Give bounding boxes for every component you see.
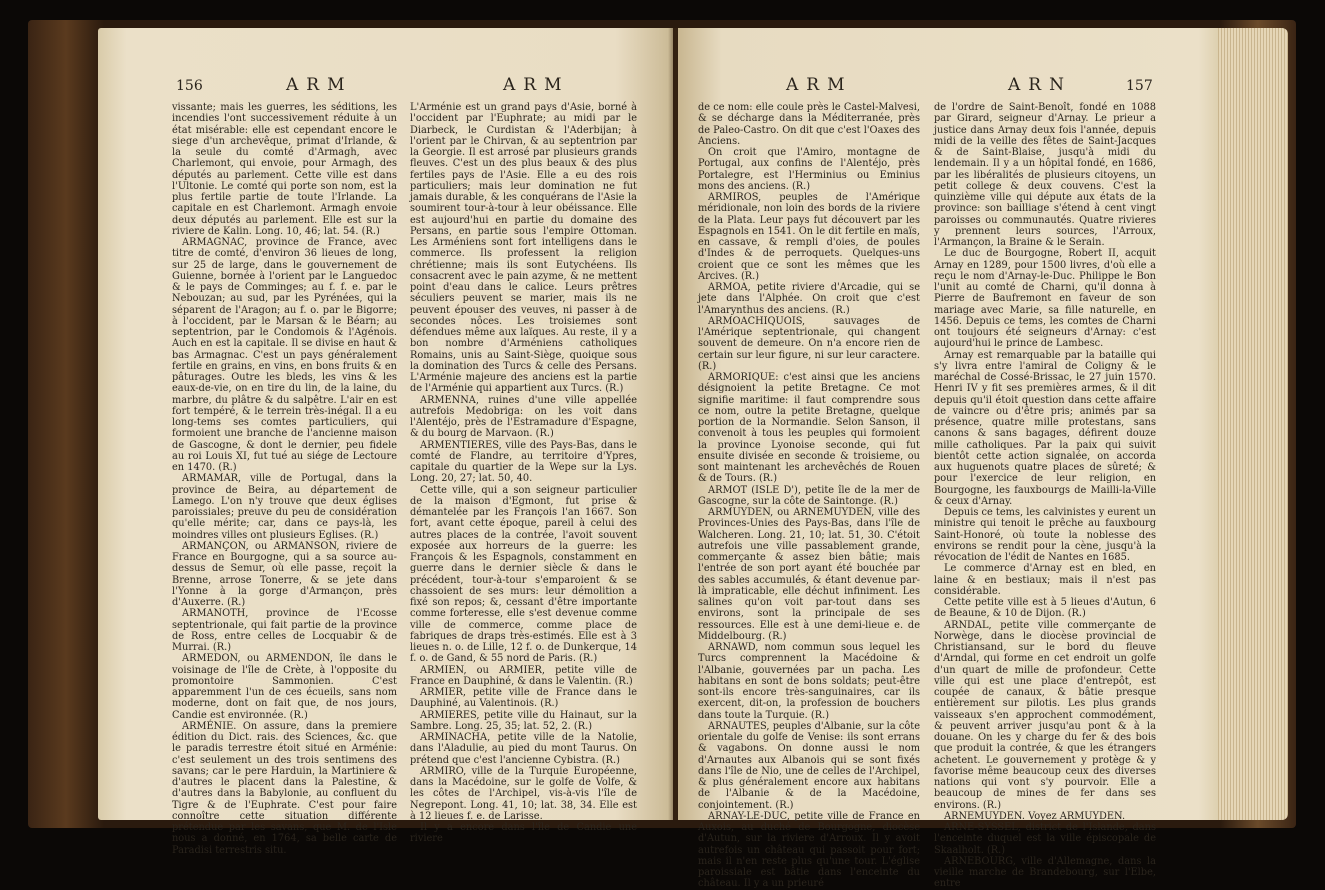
- entry-paragraph: Le commerce d'Arnay est en bled, en laine & en bestiaux; mais il n'est pas considérable.: [934, 563, 1156, 597]
- running-header-right-col2: ARN: [1008, 75, 1072, 95]
- entry-paragraph: ARNAUTES, peuples d'Albanie, sur la côte orientale du golfe de Venise: ils sont errans & vagabons. On donne aussi le nom d'Arnautes aux Albanois qui se sont fixés dans l'île de Nio, une de celles de l'Archipel, & plus généralement encore aux habitans de l'Albanie & de la Macédoine, conjointement. (R.): [698, 720, 920, 811]
- running-header-left-col2: ARM: [503, 75, 570, 95]
- entry-paragraph: On croit que l'Amiro, montagne de Portugal, aux confins de l'Alentéjo, près Portalegre, est l'Herminius ou Eminius mons des anciens. (R.): [698, 147, 920, 192]
- entry-paragraph: de l'ordre de Saint-Benoît, fondé en 1088 par Girard, seigneur d'Arnay. Le prieur a justice dans Arnay deux fois l'année, depuis midi de la veille des fêtes de Saint-Jacques & de Saint-Blaise, jusqu'à midi du lendemain. Il y a un hôpital fondé, en 1686, par les libéralités de plusieurs citoyens, un petit college & deux couvens. C'est la quinzième ville qui députe aux états de la province: son bailliage s'étend à cent vingt paroisses ou communautés. Quatre rivieres y prennent leurs sources, l'Arroux, l'Armançon, la Braine & le Serain.: [934, 102, 1156, 248]
- entry-paragraph: ARNDAL, petite ville commerçante de Norwège, dans le diocèse provincial de Christiansand, sur le bord du fleuve d'Arndal, qui forme en cet endroit un golfe d'un quart de mille de profondeur. Cette ville qui est une place d'entrepôt, est coupée de canaux, & bâtie presque entièrement sur pilotis. Les plus grands vaisseaux s'en approchent commodément, & peuvent arriver jusqu'au pont & à la douane. On les y charge du fer & des bois que produit la contrée, & que les étrangers achetent. Le gouvernement y protège & y favorise même beaucoup ceux des diverses nations qui vont s'y pourvoir. Elle a beaucoup de mines de fer dans ses environs. (R.): [934, 619, 1156, 811]
- right-page-column-1: [698, 102, 920, 890]
- entry-paragraph: Il y a encore dans l'île de Candie une riviere: [410, 822, 637, 845]
- right-page-column-2: [934, 102, 1156, 890]
- entry-paragraph: ARMÉNIE. On assure, dans la premiere édition du Dict. rais. des Sciences, &c. que le paradis terrestre étoit situé en Arménie: c'est seulement un des trois sentimens des savans; car le pere Harduin, la Martiniere & d'autres le placent dans la Palestine, & d'autres dans la Babylonie, au confluent du Tigre & de l'Euphrate. C'est pour faire connoître cette situation différente prétendue par les savans, que M. de l'Isle nous a donné, en 1764, sa belle carte de Paradisi terrestris situ.: [172, 720, 397, 856]
- entry-paragraph: vissante; mais les guerres, les séditions, les incendies l'ont successivement réduite à un état misérable: elle est cependant encore le siege d'un archevêque, primat d'Irlande, & la seule du comté d'Armagh, avec Charlemont, qui envoie, pour Armagh, des députés au parlement. Cette ville est dans l'Ultonie. Le comté qui porte son nom, est la plus fertile partie de toute l'Irlande. La capitale en est Charlemont. Armagh envoie deux députés au parlement. Elle est sur la riviere de Kalin. Long. 10, 46; lat. 54. (R.): [172, 102, 397, 237]
- entry-paragraph: ARMOACHIQUOIS, sauvages de l'Amérique septentrionale, qui changent souvent de demeure. On n'a encore rien de certain sur leur figure, ni sur leur caractere. (R.): [698, 315, 920, 372]
- entry-paragraph: ARMIERES, petite ville du Hainaut, sur la Sambre. Long. 25, 35; lat. 52, 2. (R.): [410, 709, 637, 732]
- entry-paragraph: ARMOA, petite riviere d'Arcadie, qui se jete dans l'Alphée. On croit que c'est l'Amarynthus des anciens. (R.): [698, 282, 920, 316]
- entry-paragraph: L'Arménie est un grand pays d'Asie, borné à l'occident par l'Euphrate; au midi par le Diarbeck, le Curdistan & l'Aderbijan; à l'orient par le Chirvan, & au septentrion par la Georgie. Il est arrosé par plusieurs grands fleuves. C'est un des plus beaux & des plus fertiles pays de l'Asie. Elle a eu des rois particuliers; mais leur domination ne fut jamais durable, & les conquérans de l'Asie la soumirent tour-à-tour à leur obéissance. Elle est aujourd'hui en partie du domaine des Persans, en partie sous l'empire Ottoman. Les Arméniens sont fort intelligens dans le commerce. Ils professent la religion chrétienne; mais ils sont Eutychéens. Ils consacrent avec le pain azyme, & ne mettent point d'eau dans le calice. Leurs prêtres séculiers peuvent se marier, mais ils ne peuvent épouser des veuves, ni passer à de secondes nôces. Les troisiemes sont défendues même aux laïques. Au reste, il y a bon nombre d'Arméniens catholiques Romains, unis au Saint-Siège, quoique sous la domination des Turcs & celle des Persans. L'Arménie majeure des anciens est la partie de l'Arménie qui appartient aux Turcs. (R.): [410, 102, 637, 395]
- entry-paragraph: ARMUYDEN, ou ARNEMUYDEN, ville des Provinces-Unies des Pays-Bas, dans l'île de Walcheren. Long. 21, 10; lat. 51, 30. C'étoit autrefois une ville passablement grande, commerçante & assez bien bâtie; mais l'entrée de son port ayant été bouchée par des sables accumulés, & étant devenue par-là impraticable, elle déchut infiniment. Les salines qu'on voit par-tout dans ses environs, sont la principale de ses ressources. Elle est à une demi-lieue e. de Middelbourg. (R.): [698, 507, 920, 642]
- running-header-left-col1: ARM: [286, 75, 353, 95]
- page-number-right: 157: [1126, 78, 1153, 94]
- entry-paragraph: ARMAMAR, ville de Portugal, dans la province de Beira, au département de Lamego. L'on n'y trouve que deux églises paroissiales; preuve du peu de considération qu'elle mérite; car, dans ce pays-là, les moindres villes ont plusieurs Eglises. (R.): [172, 473, 397, 541]
- page-number-left: 156: [176, 78, 203, 94]
- left-page-column-2: [410, 102, 637, 845]
- entry-paragraph: Arnay est remarquable par la bataille qui s'y livra entre l'amiral de Coligny & le maréchal de Cossé-Brissac, le 27 juin 1570. Henri IV y fit ses premières armes, & il dit depuis qu'il étoit question dans cette affaire de vaincre ou d'être pris; animés par sa présence, quatre mille protestans, sans canons & sans bagages, défirent douze mille catholiques. Par la paix qui suivit bientôt cette action signalée, on accorda aux huguenots quatre places de sûreté; & pour l'exercice de leur religion, en Bourgogne, les fauxbourgs de Mailli-la-Ville & ceux d'Arnay.: [934, 349, 1156, 507]
- entry-paragraph: Cette petite ville est à 5 lieues d'Autun, 6 de Beaune, & 10 de Dijon. (R.): [934, 597, 1156, 620]
- entry-paragraph: ARMANÇON, ou ARMANSON, riviere de France en Bourgogne, qui a sa source au-dessus de Semur, où elle passe, reçoit la Brenne, arrose Tonerre, & se jete dans l'Yonne à la gorge d'Armançon, près d'Auxerre. (R.): [172, 540, 397, 608]
- entry-paragraph: ARNEBOURG, ville d'Allemagne, dans la vieille marche de Brandebourg, sur l'Elbe, entre: [934, 855, 1156, 890]
- entry-paragraph: ARNAY-LE-DUC, petite ville de France en Auxois, au duché de Bourgogne, diocèse d'Autun, sur la riviere d'Arroux. Il y avoit autrefois un château qui passoit pour fort; mais il n'en reste plus qu'une tour. L'église paroissiale est bâtie dans l'enceinte du château. Il y a un prieuré: [698, 810, 920, 890]
- entry-paragraph: ARMIRO, ville de la Turquie Européenne, dans la Macédoine, sur le golfe de Volfe, & les côtes de l'Archipel, vis-à-vis l'île de Negrepont. Long. 41, 10; lat. 38, 34. Elle est à 12 lieues f. e. de Larisse.: [410, 765, 637, 822]
- entry-paragraph: de ce nom: elle coule près le Castel-Malvesi, & se décharge dans la Méditerranée, près de Paleo-Castro. On dit que c'est l'Oaxes des Anciens.: [698, 102, 920, 147]
- entry-paragraph: Le duc de Bourgogne, Robert II, acquit Arnay en 1289, pour 1500 livres, d'où elle a reçu le nom d'Arnay-le-Duc. Philippe le Bon l'unit au comté de Charni, qu'il donna à Pierre de Baufremont en faveur de son mariage avec Marie, sa fille naturelle, en 1456. Depuis ce tems, les comtes de Charni ont toujours été seigneurs d'Arnay: c'est aujourd'hui le prince de Lambesc.: [934, 248, 1156, 350]
- entry-paragraph: ARMEDON, ou ARMENDON, île dans le voisinage de l'île de Crète, à l'opposite du promontoire Sammonien. C'est apparemment l'un de ces écueils, sans nom moderne, dont on fait que, de nos jours, Candie est environnée. (R.): [172, 653, 397, 721]
- entry-paragraph: ARMIEN, ou ARMIER, petite ville de France en Dauphiné, & dans le Valentin. (R.): [410, 664, 637, 687]
- left-page: [98, 28, 673, 856]
- entry-paragraph: ARMAGNAC, province de France, avec titre de comté, d'environ 36 lieues de long, sur 25 de large, dans le gouvernement de Guienne, bornée à l'orient par le Languedoc & le pays de Comminges; au f. f. e. par le Nebouzan; au sud, par les Pyrénées, qui la séparent de l'Aragon; au f. o. par le Bigorre; à l'occident, par le Marsan & le Béarn; au septentrion, par le Condomois & l'Agénois. Auch en est la capitale. Il se divise en haut & bas Armagnac. C'est un pays généralement fertile en grains, en vins, en bons fruits & en pâturages. Outre les bleds, les vins & les eaux-de-vie, on en tire du lin, de la laine, du marbre, du plâtre & du salpêtre. L'air en est fort tempéré, & le terrein très-inégal. Il a eu long-tems ses comtes particuliers, qui formoient une branche de l'ancienne maison de Gascogne, & dont le dernier, peu fidele au roi Louis XI, fut tué au siége de Lectoure en 1470. (R.): [172, 237, 397, 473]
- right-page: [678, 28, 1226, 890]
- entry-paragraph: Depuis ce tems, les calvinistes y eurent un ministre qui tenoit le prêche au fauxbourg Saint-Honoré, où toute la noblesse des environs se rendit pour la cène, jusqu'à la révocation de l'édit de Nantes en 1685.: [934, 507, 1156, 563]
- running-header-right-col1: ARM: [786, 75, 853, 95]
- page-edges: [1218, 28, 1288, 820]
- entry-paragraph: ARNE-SYSSEL, district de l'Islande, dans l'enceinte duquel est la ville épiscopale de Skaalholt. (R.): [934, 822, 1156, 856]
- entry-paragraph: ARNEMUYDEN. Voyez ARMUYDEN.: [944, 810, 1126, 822]
- entry-paragraph: ARNAWD, nom commun sous lequel les Turcs comprennent la Macédoine & l'Albanie, gouvernées par un pacha. Les habitans en sont de bons soldats; peut-être sont-ils encore très-sanguinaires, car ils exercent, dit-on, la profession de bouchers dans toute la Turquie. (R.): [698, 642, 920, 721]
- entry-paragraph: ARMENTIERES, ville des Pays-Bas, dans le comté de Flandre, au territoire d'Ypres, capitale du quartier de la Wepe sur la Lys. Long. 20, 27; lat. 50, 40.: [410, 439, 637, 485]
- entry-paragraph: ARMIER, petite ville de France dans le Dauphiné, au Valentinois. (R.): [410, 687, 637, 710]
- entry-paragraph: ARMORIQUE: c'est ainsi que les anciens désignoient la petite Bretagne. Ce mot signifie maritime: il faut comprendre sous ce nom, outre la petite Bretagne, quelque portion de la Normandie. Selon Sanson, il convenoit à tous les peuples qui formoient la province Lyonoise seconde, qui fut ensuite divisée en seconde & troisieme, ou sont maintenant les archevêchés de Rouen & de Tours. (R.): [698, 372, 920, 485]
- left-page-column-1: [172, 102, 397, 856]
- entry-paragraph: ARMANOTH, province de l'Ecosse septentrionale, qui fait partie de la province de Ross, entre celles de Locquabir & de Murrai. (R.): [172, 608, 397, 653]
- entry-paragraph: ARMENNA, ruines d'une ville appellée autrefois Medobriga: on les voit dans l'Alentéjo, près de l'Estramadure d'Espagne, & du bourg de Marvaon. (R.): [410, 394, 637, 440]
- entry-paragraph: ARMIROS, peuples de l'Amérique méridionale, non loin des bords de la riviere de la Plata. Leur pays fut découvert par les Espagnols en 1541. On le dit fertile en maïs, en cassave, & rempli d'oies, de poules d'Indes & de perroquets. Quelques-uns croient que ce sont les mêmes que les Arcives. (R.): [698, 192, 920, 282]
- entry-paragraph: ARMOT (ISLE D'), petite île de la mer de Gascogne, sur la côte de Saintonge. (R.): [698, 484, 920, 507]
- open-book: [28, 20, 1296, 890]
- entry-paragraph: ARMINACHA, petite ville de la Natolie, dans l'Aladulie, au pied du mont Taurus. On prétend que c'est l'ancienne Cybistra. (R.): [410, 732, 637, 766]
- entry-paragraph: Cette ville, qui a son seigneur particulier de la maison d'Egmont, fut prise & démantelée par les François l'an 1667. Son fort, avant cette époque, pareil à celui des autres places de la contrée, l'avoit souvent exposée aux horreurs de la guerre: les François & les Espagnols, constamment en guerre dans le dernier siècle & dans le précédent, tour-à-tour s'emparoient & se chassoient de ses murs: leur démolition a fixé son repos; &, cessant d'être importante comme forteresse, elle s'est devenue comme ville de commerce, comme place de fabriques de draps très-estimés. Elle est à 3 lieues n. o. de Lille, 12 f. o. de Dunkerque, 14 f. o. de Gand, & 55 nord de Paris. (R.): [410, 484, 637, 665]
